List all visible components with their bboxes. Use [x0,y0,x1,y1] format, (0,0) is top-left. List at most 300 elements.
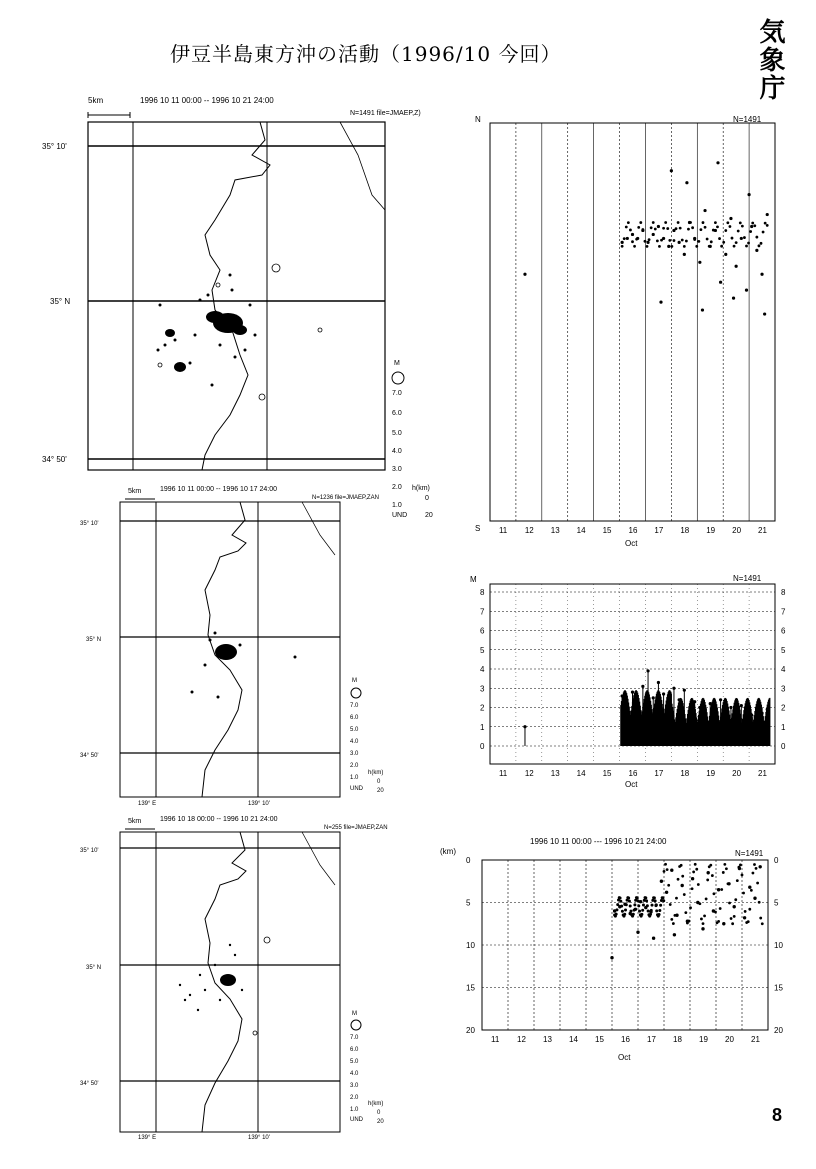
event-point [639,221,642,224]
lat-label-mid: 35° N [50,297,71,306]
event-point [743,916,746,919]
event-point [664,863,667,866]
event-point [658,909,661,912]
event-point [668,239,671,242]
legend-h-20: 20 [377,1119,384,1125]
event-point [760,242,763,245]
event-point [627,221,630,224]
event-point [742,892,745,895]
legend-m-1: 1.0 [350,775,359,781]
chart-info: N=1491 [735,849,764,858]
legend-m-2: 2.0 [350,763,359,769]
event-point [710,240,713,243]
event-point [678,241,681,244]
legend-m-4: 4.0 [350,739,359,745]
event-point [656,239,659,242]
epicenter-map-2 [80,485,420,805]
x-tick-label: 11 [498,769,508,778]
magnitude-point [678,698,681,701]
magnitude-point [729,706,732,709]
event-point [738,867,741,870]
event-point [677,221,680,224]
y-tick-label-right: 5 [774,898,779,908]
depth-time-chart [440,830,800,1062]
event-point [764,222,767,225]
event-point [734,898,737,901]
event-point [646,241,649,244]
event-point [730,917,733,920]
magnitude-point [626,708,629,711]
event-point [684,911,687,914]
map-header: 1996 10 18 00:00 -- 1996 10 21 24:00 [160,816,278,823]
event-point [665,891,668,894]
event-point [729,217,732,220]
magnitude-point [766,708,769,711]
event-point [666,227,669,230]
event-point [755,236,758,239]
legend-m-circle [351,688,361,698]
event-point [703,914,706,917]
event-point [642,903,645,906]
y-tick-label: 7 [480,607,485,617]
event-point [654,899,657,902]
event-point [645,899,648,902]
y-tick-label-right: 0 [781,742,786,751]
event-point [667,245,670,248]
x-tick-label: 21 [751,1035,760,1044]
y-tick-label-right: 5 [781,645,786,655]
event-point [692,871,695,874]
event-point [766,213,769,216]
event-point [660,880,663,883]
event-point [766,224,769,227]
magnitude-point [621,694,624,697]
legend-m-circle [351,1020,361,1030]
magnitude-point [631,691,634,694]
y-tick-label: 20 [466,1026,475,1035]
event-point [632,913,635,916]
event-point [681,875,684,878]
x-axis-label: Oct [625,539,638,548]
legend-m-7: 7.0 [392,390,402,397]
magnitude-point [714,714,717,717]
x-tick-label: 21 [758,769,767,778]
y-tick-label: 5 [466,898,471,908]
x-tick-label: 20 [732,526,742,535]
event-point [623,903,626,906]
x-tick-label: 12 [524,769,534,778]
legend-m-title: M [394,360,400,367]
event-point [700,228,703,231]
magnitude-point [755,706,758,709]
event-point [686,920,689,923]
event-point [743,236,746,239]
event-point [637,226,640,229]
x-tick-label: 14 [576,769,586,778]
event-point [759,917,762,920]
y-tick-label: 15 [466,983,475,993]
legend-m-7: 7.0 [350,703,359,709]
legend-h-0: 0 [377,779,381,785]
lon-label-left: 139° E [138,801,157,805]
x-tick-label: 15 [602,769,612,778]
event-point [623,913,626,916]
legend-h-title: h(km) [412,485,430,492]
y-tick-label-right: 3 [781,684,786,694]
y-tick-label: 8 [480,588,485,597]
event-point [681,884,684,887]
event-point [733,905,736,908]
event-point [745,245,748,248]
event-point [698,261,701,264]
event-point [666,868,669,871]
x-tick-label: 18 [673,1035,682,1044]
event-point [660,239,663,242]
event-point [650,226,653,229]
event-point [762,231,765,234]
magnitude-point [652,696,655,699]
event-point [693,238,696,241]
magnitude-point [735,716,738,719]
x-tick-label: 19 [706,769,716,778]
event-point [691,226,694,229]
map-info: N=255 file=JMAEP,ZAN [324,825,388,831]
lat-label-bottom: 34° 50' [80,753,99,759]
event-point [726,221,729,224]
event-point [747,920,750,923]
x-axis-label: Oct [618,1053,631,1062]
legend-h-title: h(km) [368,770,384,776]
legend-m-6: 6.0 [350,715,359,721]
event-point [627,896,630,899]
map-scale-bar [88,112,130,118]
event-point [662,899,665,902]
event-point [717,920,720,923]
x-tick-label: 12 [517,1035,526,1044]
event-point [697,240,700,243]
agency-name: 気象庁 [755,18,785,102]
event-point [639,900,642,903]
y-tick-label: 5 [480,645,485,655]
magnitude-point [740,704,743,707]
event-point [707,871,710,874]
event-point [718,237,721,240]
event-point [624,908,627,911]
chart-info: N=1491 [733,574,762,583]
event-point [619,900,622,903]
x-tick-label: 19 [699,1035,708,1044]
magnitude-time-chart [465,572,795,797]
event-point [714,221,717,224]
lon-label-right: 139° 10' [248,1135,270,1140]
event-point [722,241,725,244]
x-tick-label: 11 [498,526,508,535]
event-point [653,896,656,899]
x-tick-label: 16 [628,769,638,778]
x-tick-label: 20 [725,1035,734,1044]
event-point [675,897,678,900]
event-point [675,227,678,230]
magnitude-point [719,698,722,701]
event-point [618,905,621,908]
event-point [621,910,624,913]
lat-label-mid: 35° N [86,637,102,643]
legend-h-title: h(km) [368,1101,384,1107]
event-point [631,240,634,243]
x-tick-label: 19 [706,526,716,535]
event-point [756,882,759,885]
event-point [748,886,751,889]
map-header: 1996 10 11 00:00 -- 1996 10 21 24:00 [140,96,274,105]
event-point [701,927,704,930]
event-point [637,904,640,907]
y-axis-label: M [470,575,477,584]
y-tick-label-right: 10 [774,941,783,950]
event-point [740,237,743,240]
x-tick-label: 14 [576,526,586,535]
legend-m-3: 3.0 [350,1083,359,1089]
event-point [755,249,758,252]
legend-und: UND [350,1117,363,1123]
event-point [691,887,694,890]
event-point [711,874,714,877]
event-point [664,221,667,224]
event-point [695,245,698,248]
legend-und: UND [350,786,363,792]
event-point [680,864,683,867]
event-point [648,238,651,241]
event-point [758,901,761,904]
y-tick-label-right: 15 [774,983,783,993]
x-tick-label: 17 [654,526,664,535]
event-point [679,227,682,230]
event-point [658,245,661,248]
event-point [696,901,699,904]
event-point [709,864,712,867]
event-point [708,245,711,248]
event-point [647,909,650,912]
event-point [662,227,665,230]
event-point [644,906,647,909]
event-point [732,297,735,300]
legend-h-0: 0 [425,495,429,502]
event-point [719,281,722,284]
event-point [687,228,690,231]
event-point [629,905,632,908]
event-point [655,903,658,906]
event-point [712,909,715,912]
event-point [640,913,643,916]
event-point [669,903,672,906]
event-point [729,225,732,228]
event-point [629,229,632,232]
x-tick-label: 11 [491,1035,500,1044]
event-point [670,245,673,248]
event-point [701,308,704,311]
coastline-east [340,122,385,210]
y-tick-label: 6 [480,626,485,636]
event-point [720,888,723,891]
x-tick-label: 13 [550,526,560,535]
y-tick-label-right: 7 [781,607,786,617]
event-point [753,897,756,900]
legend-und: UND [392,512,408,519]
y-tick-label: 10 [466,941,475,950]
event-point [683,253,686,256]
lat-label-bottom: 34° 50' [42,455,67,464]
magnitude-point [662,692,665,695]
event-point [689,906,692,909]
event-point [723,863,726,866]
magnitude-point [641,685,644,688]
legend-m-2: 2.0 [392,484,402,491]
magnitude-point [672,687,675,690]
legend-m-3: 3.0 [392,466,402,473]
event-point [652,221,655,224]
event-point [677,878,680,881]
event-point [713,892,716,895]
y-bottom-label: S [475,524,481,533]
event-point [745,289,748,292]
x-tick-label: 20 [732,769,742,778]
event-point [663,870,666,873]
event-point [641,909,644,912]
event-point [633,903,636,906]
y-tick-label: 0 [466,856,471,865]
y-tick-label-right: 2 [781,703,786,713]
event-point [631,233,634,236]
y-tick-label: 2 [480,703,485,713]
x-tick-label: 15 [595,1035,604,1044]
x-axis-label: Oct [625,780,638,789]
legend-m-5: 5.0 [350,1059,359,1065]
event-point [744,910,747,913]
legend-m-title: M [352,678,357,684]
legend-m-4: 4.0 [392,448,402,455]
y-tick-label-right: 8 [781,588,786,597]
magnitude-point [646,669,649,672]
event-point [755,867,758,870]
event-point [636,931,639,934]
magnitude-point [657,681,660,684]
event-point [659,904,662,907]
x-tick-label: 21 [758,526,767,535]
event-point [737,230,740,233]
event-point [720,245,723,248]
event-point [685,181,688,184]
event-point [759,865,762,868]
event-point [706,238,709,241]
magnitude-point [636,702,639,705]
y-tick-label: 0 [480,742,485,751]
event-point [654,228,657,231]
event-point [621,241,624,244]
magnitude-point [703,712,706,715]
legend-m-6: 6.0 [392,410,402,417]
event-point [703,209,706,212]
event-point [657,225,660,228]
event-point [747,193,750,196]
event-point [747,242,750,245]
map-info: N=1491 file=JMAEP,Z) [350,110,421,117]
event-point [749,230,752,233]
y-tick-label: 1 [480,722,485,732]
event-point [644,896,647,899]
event-point [750,225,753,228]
event-point [706,879,709,882]
event-point [735,241,738,244]
event-point [716,161,719,164]
event-point [748,908,751,911]
coastline [202,122,270,470]
event-point [731,237,734,240]
event-point [753,224,756,227]
coastline-east [302,832,335,885]
event-point [697,883,700,886]
lat-label-top: 35° 10' [80,848,99,854]
event-point [725,867,728,870]
event-point [681,239,684,242]
lon-label-left: 139° E [138,1135,157,1140]
event-point [646,245,649,248]
magnitude-point [693,700,696,703]
event-point [761,922,764,925]
page-number: 8 [772,1105,783,1125]
legend-m-1: 1.0 [350,1107,359,1113]
event-point [658,913,661,916]
epicenter-cluster [220,974,236,986]
event-point [731,922,734,925]
legend-m-4: 4.0 [350,1071,359,1077]
event-point [670,918,673,921]
y-tick-label: 4 [480,665,485,674]
event-point [716,225,719,228]
event-point [651,904,654,907]
legend-m-circle [392,372,404,384]
x-tick-label: 15 [602,526,612,535]
y-tick-label-right: 6 [781,626,786,636]
event-point [751,222,754,225]
lat-label-top: 35° 10' [42,142,67,151]
event-point [727,882,730,885]
x-tick-label: 18 [680,526,690,535]
event-point [670,869,673,872]
legend-m-title: M [352,1011,357,1017]
magnitude-point [750,714,753,717]
event-point [649,910,652,913]
event-point [724,253,727,256]
event-point [523,273,526,276]
event-point [685,240,688,243]
magnitude-point [688,710,691,713]
x-tick-label: 13 [550,769,560,778]
event-point [633,245,636,248]
event-point [638,910,641,913]
event-point [659,301,662,304]
event-point [655,909,658,912]
y-axis-label: (km) [440,847,456,856]
x-tick-label: 18 [680,769,690,778]
event-point [702,922,705,925]
epicenter-cluster [165,311,247,372]
epicenter-cluster [215,644,237,660]
map-header: 1996 10 11 00:00 -- 1996 10 17 24:00 [160,486,278,493]
x-tick-label: 16 [628,526,638,535]
event-point [722,871,725,874]
event-point [752,872,755,875]
event-point [719,907,722,910]
event-point [652,233,655,236]
